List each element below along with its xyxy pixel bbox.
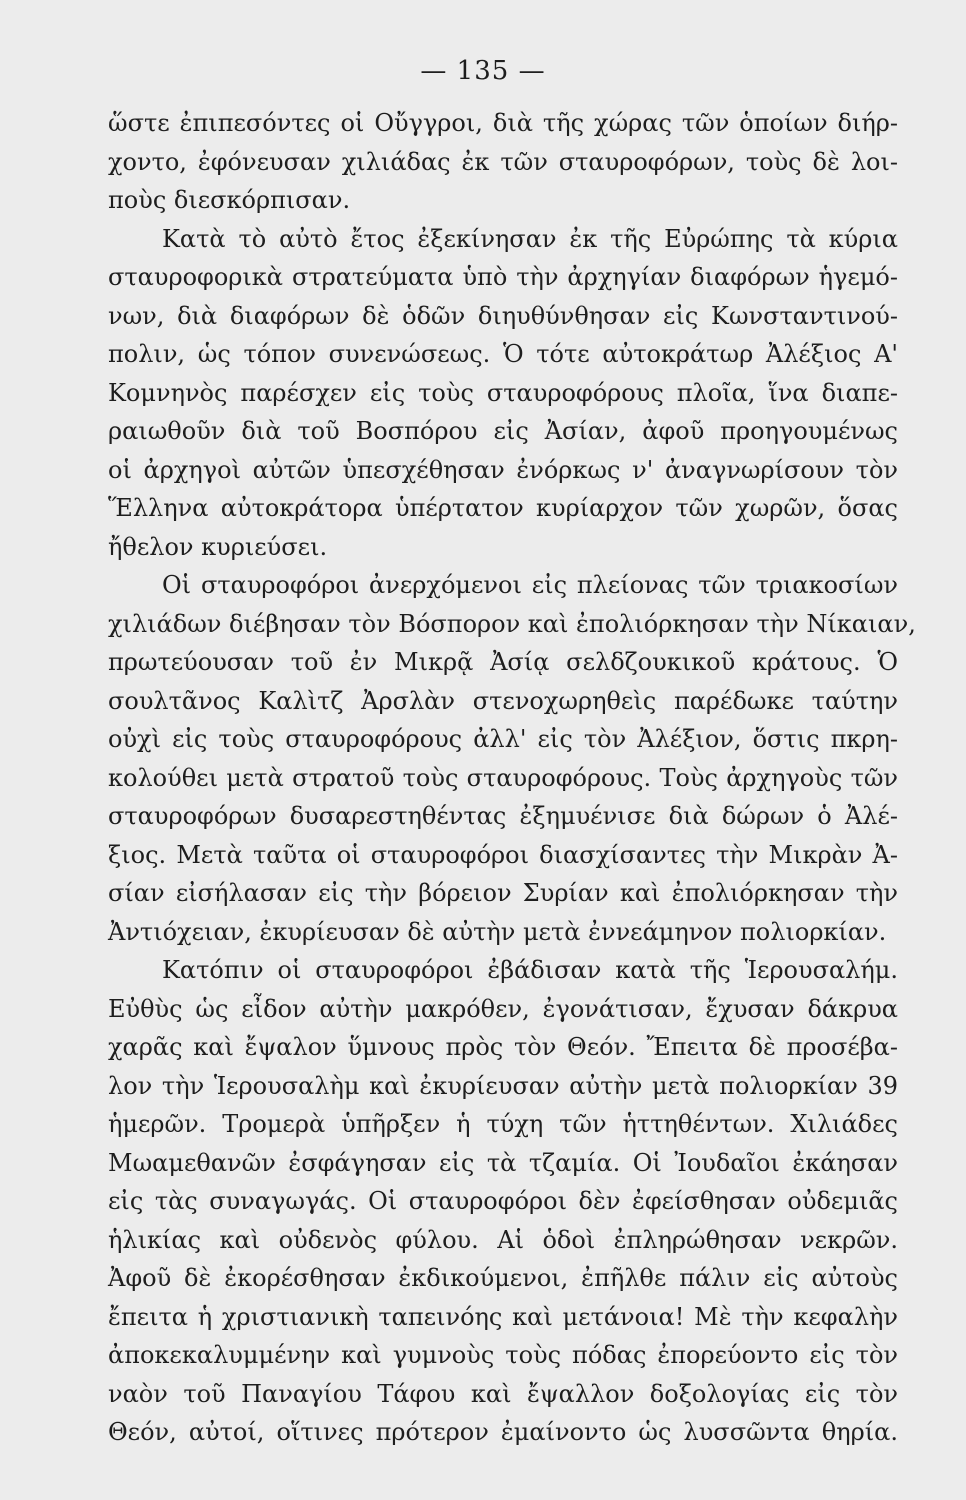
text-line: Εὐθὺς ὡς εἶδον αὐτὴν μακρόθεν, ἐγονάτισαν, ἔχυσαν δάκρυα: [108, 994, 898, 1023]
text-line: πρωτεύουσαν τοῦ ἐν Μικρᾷ Ἀσίᾳ σελδζουκικοῦ κράτους. Ὁ: [108, 648, 898, 676]
text-line: σίαν εἰσήλασαν εἰς τὴν βόρειον Συρίαν καὶ ἐπολιόρκησαν τὴν: [108, 879, 898, 907]
text-line: χαρᾶς καὶ ἔψαλον ὕμνους πρὸς τὸν Θεόν. Ἔπειτα δὲ προσέβα-: [108, 1033, 898, 1061]
text-line: ποὺς διεσκόρπισαν.: [108, 186, 351, 214]
paragraph-start-line: Κατὰ τὸ αὐτὸ ἔτος ἐξεκίνησαν ἐκ τῆς Εὐρώπης τὰ κύρια: [162, 224, 898, 253]
paragraph-start-line: Κατόπιν οἱ σταυροφόροι ἐβάδισαν κατὰ τῆς Ἱερουσαλήμ.: [162, 956, 898, 984]
text-line: χοντο, ἐφόνευσαν χιλιάδας ἐκ τῶν σταυροφόρων, τοὺς δὲ λοι-: [108, 147, 898, 176]
text-line: νων, διὰ διαφόρων δὲ ὁδῶν διηυθύνθησαν εἰς Κωνσταντινού-: [108, 301, 898, 330]
text-line: σταυροφορικὰ στρατεύματα ὑπὸ τὴν ἀρχηγίαν διαφόρων ἡγεμό-: [108, 263, 898, 291]
text-line: χιλιάδων διέβησαν τὸν Βόσπορον καὶ ἐπολιόρκησαν τὴν Νίκαιαν,: [108, 609, 916, 638]
text-line: ἡλικίας καὶ οὐδενὸς φύλου. Αἱ ὁδοὶ ἐπληρώθησαν νεκρῶν.: [108, 1225, 898, 1254]
text-line: σταυροφόρων δυσαρεστηθέντας ἐξημυένισε διὰ δώρων ὁ Ἀλέ-: [108, 802, 898, 830]
text-line: κολούθει μετὰ στρατοῦ τοὺς σταυροφόρους. Τοὺς ἀρχηγοὺς τῶν: [108, 763, 898, 792]
text-line: ξιος. Μετὰ ταῦτα οἱ σταυροφόροι διασχίσαντες τὴν Μικρὰν Ἀ-: [108, 840, 898, 869]
text-line: πολιν, ὡς τόπον συνενώσεως. Ὁ τότε αὐτοκράτωρ Ἀλέξιος Α': [108, 340, 898, 368]
text-line: λον τὴν Ἱερουσαλὴμ καὶ ἐκυρίευσαν αὐτὴν μετὰ πολιορκίαν 39: [108, 1071, 898, 1100]
text-line: Ἀφοῦ δὲ ἐκορέσθησαν ἐκδικούμενοι, ἐπῆλθε πάλιν εἰς αὐτοὺς: [108, 1264, 898, 1292]
text-line: Ἕλληνα αὐτοκράτορα ὑπέρτατον κυρίαρχον τῶν χωρῶν, ὅσας: [108, 494, 898, 522]
text-line: Θεόν, αὐτοί, οἵτινες πρότερον ἐμαίνοντο ὡς λυσσῶντα θηρία.: [108, 1418, 898, 1446]
text-line: Κομνηνὸς παρέσχεν εἰς τοὺς σταυροφόρους πλοῖα, ἵνα διαπε-: [108, 378, 898, 407]
body-text: [108, 104, 916, 1452]
text-line: ἔπειτα ἡ χριστιανικὴ ταπεινόης καὶ μετάνοια! Μὲ τὴν κεφαλὴν: [108, 1302, 898, 1331]
paragraph-start-line: Οἱ σταυροφόροι ἀνερχόμενοι εἰς πλείονας τῶν τριακοσίων: [162, 571, 898, 599]
text-line: ὥστε ἐπιπεσόντες οἱ Οὔγγροι, διὰ τῆς χώρας τῶν ὁποίων διήρ-: [108, 109, 898, 137]
text-line: Ἀντιόχειαν, ἐκυρίευσαν δὲ αὐτὴν μετὰ ἐννεάμηνον πολιορκίαν.: [108, 917, 887, 946]
text-line: εἰς τὰς συναγωγάς. Οἱ σταυροφόροι δὲν ἐφείσθησαν οὐδεμιᾶς: [108, 1187, 898, 1215]
text-line: οἱ ἀρχηγοὶ αὐτῶν ὑπεσχέθησαν ἐνόρκως ν' ἀναγνωρίσουν τὸν: [108, 455, 898, 484]
page-number: — 135 —: [420, 56, 546, 86]
text-line: ἤθελον κυριεύσει.: [108, 532, 328, 561]
text-line: ναὸν τοῦ Παναγίου Τάφου καὶ ἔψαλλον δοξολογίας εἰς τὸν: [108, 1379, 898, 1408]
text-line: οὐχὶ εἰς τοὺς σταυροφόρους ἀλλ' εἰς τὸν Ἀλέξιον, ὅστις πκρη-: [108, 725, 898, 753]
text-line: σουλτᾶνος Καλὶτζ Ἀρσλὰν στενοχωρηθεὶς παρέδωκε ταύτην: [108, 686, 898, 715]
text-line: Μωαμεθανῶν ἐσφάγησαν εἰς τὰ τζαμία. Οἱ Ἰουδαῖοι ἐκάησαν: [108, 1148, 898, 1177]
text-line: ἀποκεκαλυμμένην καὶ γυμνοὺς τοὺς πόδας ἐπορεύοντο εἰς τὸν: [108, 1341, 898, 1369]
text-line: ραιωθοῦν διὰ τοῦ Βοσπόρου εἰς Ἀσίαν, ἀφοῦ προηγουμένως: [108, 417, 898, 445]
text-line: ἡμερῶν. Τρομερὰ ὑπῆρξεν ἡ τύχη τῶν ἡττηθέντων. Χιλιάδες: [108, 1110, 898, 1138]
